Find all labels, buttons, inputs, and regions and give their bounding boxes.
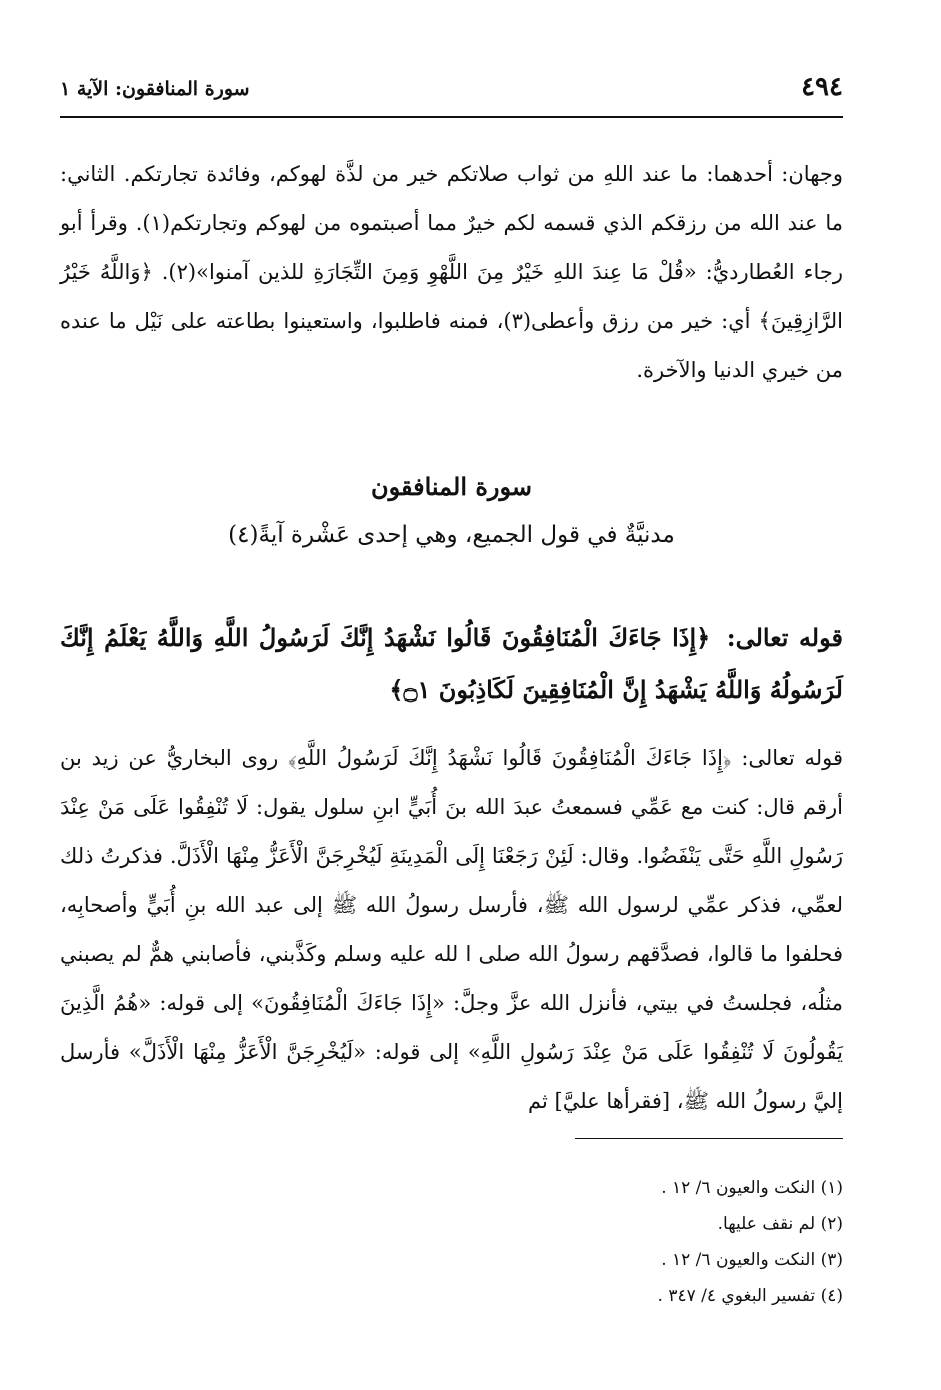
commentary-paragraph (60, 734, 843, 1126)
verse-label: قوله تعالى: (726, 623, 843, 652)
intro-paragraph (60, 150, 843, 395)
verse-block (60, 612, 843, 716)
footnotes (60, 1170, 843, 1314)
footnote-divider (575, 1138, 843, 1139)
page-header (60, 70, 843, 118)
surah-subtitle: مدنيَّةٌ في قول الجميع، وهي إحدى عَشْرة آيةً(٤) (228, 522, 675, 548)
footnote: (١) النكت والعيون ٦/ ١٢ . (661, 1178, 843, 1198)
surah-title: سورة المنافقون (370, 472, 533, 501)
running-title: سورة المنافقون: الآية ١ (60, 78, 250, 100)
footnote: (٣) النكت والعيون ٦/ ١٢ . (661, 1250, 843, 1270)
footnote: (٢) لم نقف عليها. (717, 1214, 843, 1234)
commentary-text: قوله تعالى: ﴿إِذَا جَاءَكَ الْمُنَافِقُونَ قَالُوا نَشْهَدُ إِنَّكَ لَرَسُولُ اللَّهِ﴾ روى البخاريُّ عن زيد بن أرقم قال: كنت مع عَمِّي فسمعتُ عبدَ الله بنَ أُبَيٍّ ابنِ سلول يقول: لَا تُنْفِقُوا عَلَى مَنْ عِنْدَ رَسُولِ اللَّهِ حَتَّى يَنْفَضُوا. وقال: لَئِنْ رَجَعْنَا إِلَى الْمَدِينَةِ لَيُخْرِجَنَّ الْأَعَزُّ مِنْهَا الْأَذَلَّ. فذكرتُ ذلك لعمِّي، فذكر عمِّي لرسول الله ﷺ، فأرسل رسولُ الله ﷺ إلى عبد الله بنِ أُبَيٍّ وأصحابِه، فحلفوا ما قالوا، فصدَّقهم رسولُ الله صلى ا لله عليه وسلم وكَذَّبني، فأصابني همٌّ لم يصبني مثلُه، فجلستُ في بيتي، فأنزل الله عزَّ وجلَّ: «إِذَا جَاءَكَ الْمُنَافِقُونَ» إلى قوله: «هُمُ الَّذِينَ يَقُولُونَ لَا تُنْفِقُوا عَلَى مَنْ عِنْدَ رَسُولِ اللَّهِ» إلى قوله: «لَيُخْرِجَنَّ الْأَعَزُّ مِنْهَا الْأَذَلَّ» فأرسل إليَّ رسولُ الله ﷺ، [فقرأها عليَّ] ثم (60, 746, 843, 1113)
page-number: ٤٩٤ (801, 72, 843, 102)
footnote: (٤) تفسير البغوي ٤/ ٣٤٧ . (657, 1286, 843, 1306)
intro-text: وجهان: أحدهما: ما عند اللهِ من ثواب صلاتكم خير من لذَّة لهوكم، وفائدة تجارتكم. الثاني: ما عند الله من رزقكم الذي قسمه لكم خيرٌ مما أصبتموه من لهوكم وتجارتكم(١). وقرأ أبو رجاء العُطارديُّ: «قُلْ مَا عِندَ اللهِ خَيْرٌ مِنَ اللَّهْوِ وَمِنَ التِّجَارَةِ للذين آمنوا»(٢). ﴿وَاللَّهُ خَيْرُ الرَّازِقِينَ﴾ أي: خير من رزق وأعطى(٣)، فمنه فاطلبوا، واستعينوا بطاعته على نَيْل ما عنده من خيري الدنيا والآخرة. (60, 162, 844, 382)
verse-text: ﴿إِذَا جَاءَكَ الْمُنَافِقُونَ قَالُوا نَشْهَدُ إِنَّكَ لَرَسُولُ اللَّهِ وَاللَّهُ يَعْلَمُ إِنَّكَ لَرَسُولُهُ وَاللَّهُ يَشْهَدُ إِنَّ الْمُنَافِقِينَ لَكَاذِبُونَ ۝١﴾ (60, 623, 843, 704)
